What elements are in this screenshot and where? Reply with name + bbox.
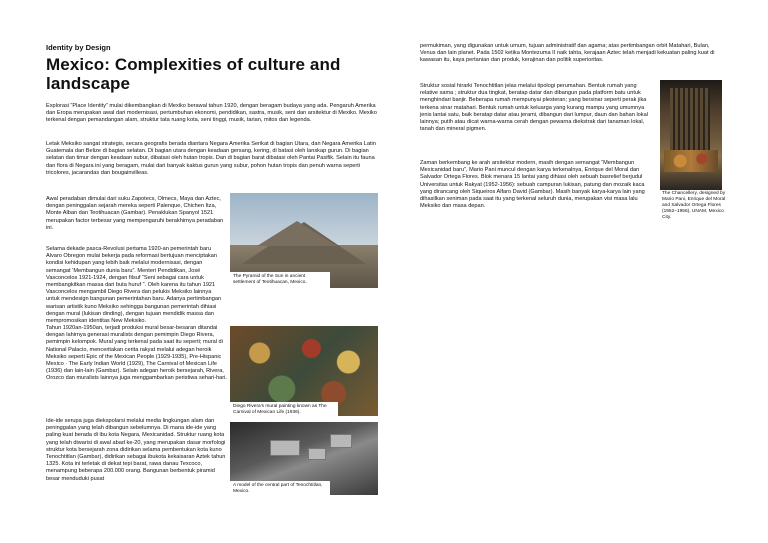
section-kicker: Identity by Design (46, 43, 111, 52)
page-title (46, 55, 376, 93)
mural-painting-image (230, 326, 378, 416)
pyramid-photo (230, 193, 378, 288)
paragraph-civilization: Awal peradaban dimulai dari suku Zapotecs, Olmecs, Maya dan Aztec, dengan peninggalan sejarah mereka seperti Palenque, Chichen Itza, Monte Alban dan Teotihuacan (Gambar). Penaklukan Spanyol 1521 merupakan factor terbesar yang mempengaruhi berakhirnya peradaban ini. (46, 196, 224, 231)
paragraph-intro: Explorasi “Place Identity” mulai dikembangkan di Mexiko berawal tahun 1920, dengan beragam budaya yang ada. Pengaruh Amerika dan Eropa merupakan awal dari modernisasi, pertumbuhan ekonomi, pendidikan, sastra, musik, seni dan arsitektur di Mexiko. Mexiko terkenal dengan pemandangan alam, struktur tata ruang kota, seni tinggi, musik, tarian, mitos dan legenda. (46, 103, 377, 124)
chancellery-caption: The Chancellery, designed by Mario Pani, Enrique del Moral and Salvador Ortega Flores (1952–1956), UNAM, Mexico City. (660, 190, 728, 224)
paragraph-tenochtitlan: Ide-ide serupa juga diekspolarsi melalui media lingkungan alam dan peninggalan yang telah dibangun sebelumnya. Di mana ide-ide yang paling kuat berada di ibu kota Negara, Mexicanidad. Struktur ruang kota yang telah diwarisi di awal abad ke-20, yang merupakan dasar morfologi struktur kota bersejarah zona didirikan selama pembentukan kota kuno Tenochtitlan (Gambar), didirikan sebagai ibukota kekaisaran Aztek tahun 1325. Kota ini terletak di dekat tepi barat, rawa danau Texcoco, menampung beberapa 200.000 orang. Bangunan berbentuk piramid besar menduduki pusat (46, 418, 226, 482)
mural-caption: Diego Rivera's mural painting known as The Carnival of Mexican Life (1936). (230, 402, 338, 416)
paragraph-settlement: permukiman, yang digunakan untuk umum, tujuan administratif dan agama; atas pertimbangan orbit Matahari, Bulan, Venus dan lain planet. Pada 1502 ketika Montezuma II naik tahta, kerajaan Aztec telah menjadi kekuatan paling kuat di kawasan itu, kaya pertanian dan produk, kerajinan dan politik superioritas. (420, 43, 715, 64)
title-main: Mexico (46, 55, 105, 74)
model-caption: A model of the central part of Tenochtitlan, Mexico. (230, 481, 330, 495)
paragraph-muralists: Tahun 1920an-1950an, terjadi produksi mural besar-besaran ditandai dengan lahirnya generasi muralists dengan pemimpin Diego Rivera, pemimpin kelompok. Mural yang terkenal pada saat itu seperti; mural di National Palacio, menceritakan cerita rakyat melalui adegan heroik Meksiko seperti Epic of the Mexican People (1929-1935), Pre-Hispanic Mexico · The Early Indian World (1929), The Carnival of Mexican Life (1936) dan lain-lain (Gambar). Selain adegan heroik bersejarah, Rivera, Orozco dan muralists lainnya juga menggambarkan peristiwa sehari-hari. (46, 325, 227, 382)
title-rest: : Complexities of culture and landscape (46, 55, 341, 93)
paragraph-geography: Letak Meksiko sangat strategis, secara geografis berada diantara Negara Amerika Serikat di bagian Utara, dan Negara Amerika Latin Guatemala dan Belize di bagian selatan. Di bagian utara dengan keadaan gersang, kering, di batasi oleh lanskap gurun. Di bagian selatan dan timur dengan keadaan subur, dibatasi oleh hutan tropis. Dan di bagian barat dibatasi oleh Pantai Pasifik. Selain itu fauna dan flora di Negara ini yang beragam, mulai dari banyak kaktus gurun yang subur, pohon hutan tropis dan penuh warna seperti tricolores, jacarandas dan bougainvilleas. (46, 141, 376, 176)
chancellery-photo (660, 80, 722, 190)
paragraph-housing: Struktur sosial hirarki Tenochtitlan jelas melalui tipologi perumahan. Bentuk rumah yang relative sama ; struktur dua tingkat, beratap datar dan dibangun pada platform batu untuk menghindari banjir. Beberapa rumah mempunyai plesteran; yang bersinar seperti perak jika terkena sinar matahari. Bentuk rumah untuk keluarga yang kurang mampu yang umumnya jenis lantai satu, baik beratap datar atau jerami, dibangun dari lumpur, daun dan bahan lokal lainnya; putih atau dicat warna-warna cerah dengan pewarna diekstrak dari tanaman lokal, tanah dan mineral pigmen. (420, 83, 648, 133)
pyramid-caption: The Pyramid of the Sun in ancient settlement of Teotihuacan, Mexico. (230, 272, 330, 288)
paragraph-revolution: Selama dekade pasca-Revolusi pertama 1920-an pemerintah baru Alvaro Obregon mulai bekerja pada reformasi bertujuan menciptakan kondisi kehidupan yang lebih baik melalui modernisasi, dengan semangat ‘Membangun dunia baru”. Menteri Pendidikan, José Vasconcelos 1921-1924, dengan filsuf “Seni sebagai cara untuk membangkitkan massa dari buta huruf “. Oleh karena itu tahun 1921 Vasconcelos mengambil Diego Rivera dan pelukis Meksiko lainnya untuk mendesign bangunan pemerintahan baru. Adanya pertimbangan warisan artistik kuno Meksiko sehingga bangunan pemerintah dihiasi dengan mural (lukisan dinding), dengan tujuan mendidik massa dan mempromosikan identitas New Meksiko. (46, 246, 222, 325)
tenochtitlan-model-image (230, 422, 378, 495)
paragraph-modern-architecture: Zaman berkembang ke arah arsitektur modern, masih dengan semangat “Membangun Mexicanidad baru”, Mario Pani muncul dengan karya terkenalnya, Enrique del Moral dan Salvador Ortega Flores. Blok menara 15 lantai yang dihiasi oleh sebuah basrelief berjudul Universitas untuk Rakyat (1952-1956): sebuah campuran lukisan, patung dan mozaik kaca yang dirancang oleh Siqueiros Alfaro David (Gambar). Masih banyak karya-karya lain yang dihasilkan seniman pada saat itu yang terkenal seluruh dunia, merupakan visi masa lalu Meksiko dan masa depan. (420, 160, 645, 210)
